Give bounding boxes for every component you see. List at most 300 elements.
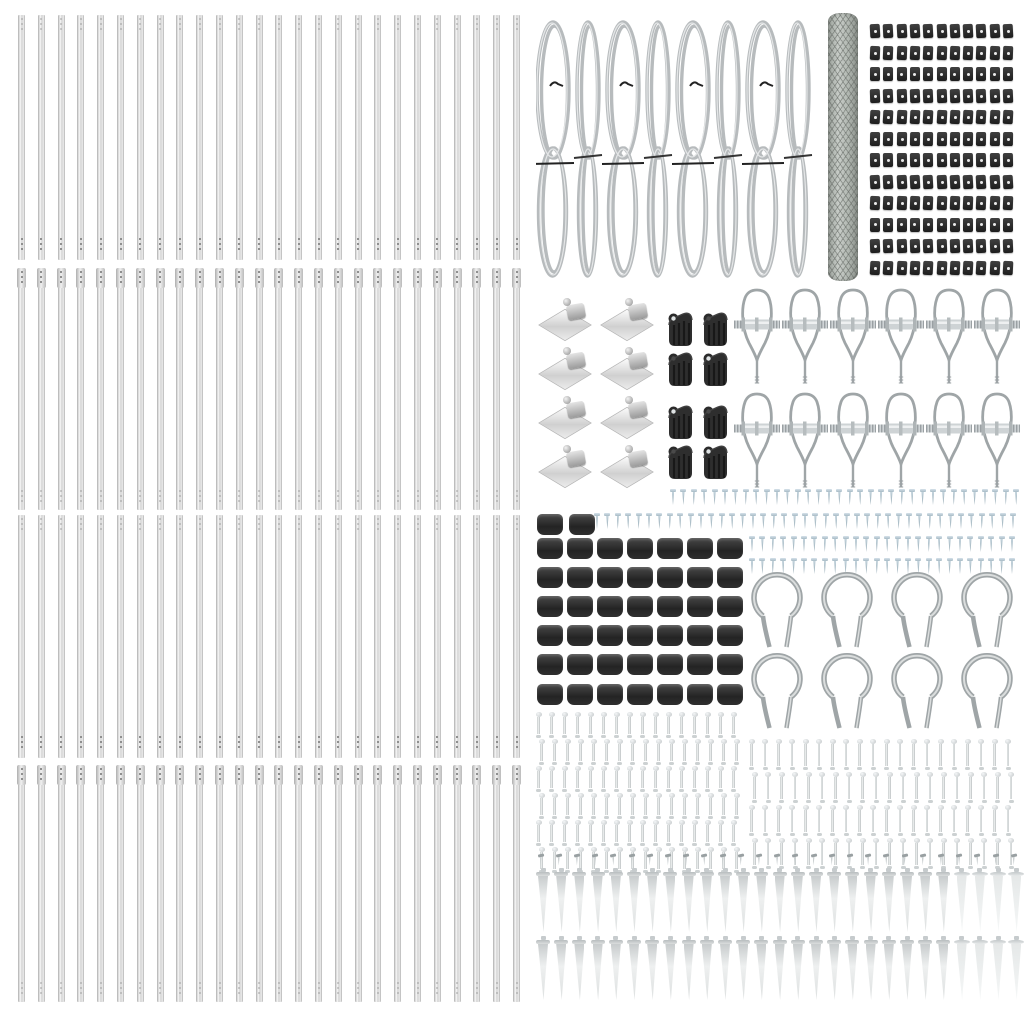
small-nail — [613, 712, 620, 738]
spike-screw — [846, 854, 853, 867]
large-nail — [829, 805, 836, 836]
ground-spike — [881, 936, 897, 1000]
spike-screw — [901, 854, 908, 867]
screw — [926, 536, 932, 553]
post-cap — [687, 596, 713, 617]
post-cap — [657, 654, 683, 675]
corner-connector — [701, 311, 729, 347]
fence-post — [58, 268, 65, 510]
fence-post — [493, 765, 500, 1002]
ground-spike — [772, 868, 788, 932]
screw — [791, 536, 797, 553]
fence-clip — [936, 260, 947, 275]
fence-post — [117, 15, 124, 260]
screw — [677, 513, 683, 530]
spike-screw — [592, 854, 599, 867]
screw — [1003, 489, 1009, 506]
large-nail — [991, 805, 998, 836]
small-nail — [704, 712, 711, 738]
spike-screw — [883, 854, 890, 867]
fence-clip — [896, 196, 906, 210]
ground-spike — [644, 936, 660, 1000]
fence-clip — [1003, 218, 1013, 232]
small-nail — [600, 766, 607, 792]
fence-clip — [870, 24, 881, 39]
wire-tensioner — [974, 287, 1020, 391]
screw — [878, 489, 884, 506]
spike-screw — [573, 854, 580, 867]
wire-tensioner — [878, 391, 924, 495]
wire-tensioner — [878, 287, 924, 391]
fence-clip — [896, 88, 906, 102]
wire-tensioner — [974, 391, 1020, 495]
fence-clip — [990, 153, 1000, 167]
small-nail — [613, 766, 620, 792]
large-nail — [870, 805, 877, 836]
screw — [982, 489, 988, 506]
large-nail — [792, 772, 799, 803]
spike-screw — [828, 854, 835, 867]
fence-clip — [923, 174, 934, 189]
fence-clip — [897, 67, 907, 81]
screw — [843, 536, 849, 553]
wire-tensioner — [734, 391, 780, 495]
large-nail — [910, 739, 917, 770]
fence-post — [315, 15, 322, 260]
corner-connector — [666, 351, 694, 387]
fence-post — [157, 765, 164, 1002]
fence-post — [256, 765, 263, 1002]
ground-spike — [863, 936, 879, 1000]
fence-clip — [976, 218, 986, 232]
fence-clip — [923, 260, 934, 275]
fence-clip — [910, 218, 920, 232]
screw — [988, 536, 994, 553]
fence-post — [196, 765, 203, 1002]
fence-clip — [989, 88, 999, 102]
fence-clip — [897, 218, 907, 232]
ground-spike — [590, 936, 606, 1000]
small-nail — [717, 820, 724, 846]
screw — [722, 489, 728, 506]
small-nail — [730, 712, 737, 738]
screw — [948, 513, 954, 530]
fence-clip — [883, 196, 893, 210]
fence-post — [394, 15, 401, 260]
spike-screw — [537, 854, 544, 867]
fence-post — [473, 15, 480, 260]
small-nail — [561, 712, 568, 738]
large-nail — [924, 739, 931, 770]
screw — [916, 513, 922, 530]
small-nail — [730, 766, 737, 792]
fence-clip — [870, 110, 881, 125]
ground-spike — [790, 936, 806, 1000]
fence-clip — [950, 239, 960, 253]
small-nail — [639, 820, 646, 846]
mounting-plate — [604, 299, 662, 345]
fence-clip — [950, 45, 960, 59]
fence-clip — [883, 218, 893, 232]
large-nail — [991, 739, 998, 770]
wire-tensioner — [782, 287, 828, 391]
post-cap — [537, 625, 563, 646]
fence-clip — [1003, 174, 1014, 189]
fence-post — [355, 15, 362, 260]
large-nail — [910, 805, 917, 836]
tension-wire-coils — [536, 14, 818, 286]
fence-post — [38, 515, 45, 758]
small-nail — [613, 820, 620, 846]
small-nail — [564, 739, 571, 765]
fence-post — [513, 515, 520, 758]
small-nail — [665, 766, 672, 792]
fence-clip — [910, 174, 921, 189]
fence-clip — [896, 260, 907, 275]
small-nail — [639, 712, 646, 738]
large-nail — [951, 805, 958, 836]
screw — [771, 513, 777, 530]
ground-spike — [881, 868, 897, 932]
spike-screw — [792, 854, 799, 867]
screw — [909, 489, 915, 506]
fence-clip — [923, 153, 933, 167]
small-nail — [691, 820, 698, 846]
fence-clip — [949, 174, 960, 189]
ground-spike — [571, 936, 587, 1000]
fence-clip — [896, 45, 906, 59]
screw — [625, 513, 631, 530]
screw — [930, 489, 936, 506]
fence-clip — [963, 174, 974, 189]
fence-clip — [910, 88, 920, 102]
fence-post — [454, 268, 461, 510]
fence-clip — [923, 45, 933, 59]
ground-spike — [553, 868, 569, 932]
pipe-clamp-hook — [886, 569, 948, 649]
ground-spike — [808, 936, 824, 1000]
mounting-plate — [542, 446, 600, 492]
mounting-plate — [604, 446, 662, 492]
ground-spike — [1008, 936, 1024, 1000]
fence-clip — [870, 45, 880, 59]
fence-post — [454, 515, 461, 758]
spike-screw — [610, 854, 617, 867]
screw — [899, 489, 905, 506]
fence-clip — [870, 218, 880, 232]
pipe-clamp-hook — [746, 569, 808, 649]
pipe-clamp-hook — [746, 650, 808, 730]
fence-clip — [936, 88, 946, 102]
small-nail — [587, 766, 594, 792]
fence-post — [256, 515, 263, 758]
post-cap — [717, 538, 743, 559]
large-nail — [819, 772, 826, 803]
post-cap — [537, 567, 563, 588]
fence-clip — [936, 153, 946, 167]
small-nail — [626, 766, 633, 792]
mounting-plate — [604, 397, 662, 443]
screw — [936, 536, 942, 553]
screw — [915, 536, 921, 553]
fence-clip — [883, 110, 894, 125]
small-nail — [668, 793, 675, 819]
fence-clip — [989, 110, 1000, 125]
ground-spike — [662, 868, 678, 932]
ground-spike — [972, 936, 988, 1000]
pipe-clamp-hook — [956, 569, 1018, 649]
large-nail — [978, 805, 985, 836]
screw — [836, 489, 842, 506]
ground-spike — [735, 936, 751, 1000]
fence-clip — [950, 67, 960, 81]
screw — [805, 489, 811, 506]
corner-connector — [666, 444, 694, 480]
fence-post — [77, 15, 84, 260]
fence-post — [295, 15, 302, 260]
ground-spike — [553, 936, 569, 1000]
fence-clip — [870, 196, 880, 210]
wire-tensioner — [830, 391, 876, 495]
fence-post — [434, 765, 441, 1002]
screw — [937, 513, 943, 530]
screw — [784, 489, 790, 506]
fence-clip — [923, 67, 933, 81]
fence-post — [315, 765, 322, 1002]
screw — [832, 536, 838, 553]
large-nail — [765, 838, 772, 869]
fence-post — [18, 15, 25, 260]
fence-clip — [896, 174, 907, 189]
fence-clip — [950, 218, 960, 232]
fence-clip — [936, 45, 946, 59]
screw — [698, 513, 704, 530]
small-nail — [691, 712, 698, 738]
fence-clip — [937, 218, 947, 232]
post-cap — [597, 625, 623, 646]
post-cap — [597, 654, 623, 675]
post-cap — [657, 567, 683, 588]
large-nail — [940, 772, 947, 803]
screw — [732, 489, 738, 506]
screw — [958, 513, 964, 530]
ground-spike — [826, 936, 842, 1000]
fence-post — [335, 765, 342, 1002]
screw — [826, 489, 832, 506]
post-cap — [657, 596, 683, 617]
small-nail — [551, 793, 558, 819]
large-nail — [937, 805, 944, 836]
small-nail — [733, 739, 740, 765]
large-nail — [978, 739, 985, 770]
fence-clip — [989, 45, 999, 59]
post-cap — [569, 514, 595, 535]
post-cap — [537, 684, 563, 705]
screw — [992, 489, 998, 506]
post-cap — [657, 625, 683, 646]
fence-clip — [883, 88, 893, 102]
post-cap — [597, 596, 623, 617]
screw — [896, 513, 902, 530]
small-nail — [704, 820, 711, 846]
screw — [868, 489, 874, 506]
small-nail — [564, 793, 571, 819]
fence-post — [77, 765, 84, 1002]
fence-post — [157, 515, 164, 758]
fence-clip — [870, 239, 880, 253]
fence-clip — [883, 153, 893, 167]
fence-post — [275, 268, 282, 510]
fence-clip — [963, 260, 974, 275]
screw — [863, 536, 869, 553]
fence-clip — [989, 24, 1000, 39]
fence-post — [513, 765, 520, 1002]
screw — [753, 489, 759, 506]
large-nail — [1005, 805, 1012, 836]
small-nail — [730, 820, 737, 846]
fence-post — [275, 515, 282, 758]
fence-clip — [949, 260, 960, 275]
ground-spike — [608, 868, 624, 932]
ground-spike — [972, 868, 988, 932]
fence-post — [275, 765, 282, 1002]
fence-clip — [949, 24, 960, 39]
screw — [680, 489, 686, 506]
fence-post — [374, 15, 381, 260]
fence-post — [355, 765, 362, 1002]
small-nail — [600, 820, 607, 846]
fence-clip — [950, 153, 960, 167]
post-cap — [717, 567, 743, 588]
fence-clip — [910, 131, 920, 145]
fence-post — [256, 268, 263, 510]
fence-clip — [1003, 239, 1013, 253]
fence-clip — [990, 131, 1000, 145]
ground-spike — [608, 936, 624, 1000]
fence-post — [414, 268, 421, 510]
screw — [927, 513, 933, 530]
fence-clip — [936, 131, 946, 145]
small-nail — [535, 766, 542, 792]
ground-spike — [699, 936, 715, 1000]
fence-post — [176, 765, 183, 1002]
large-nail — [805, 772, 812, 803]
small-nail — [642, 793, 649, 819]
fence-post — [414, 15, 421, 260]
screw — [979, 513, 985, 530]
fence-post — [454, 15, 461, 260]
fence-clip — [963, 67, 973, 81]
small-nail — [574, 712, 581, 738]
ground-spike — [626, 936, 642, 1000]
large-nail — [927, 838, 934, 869]
fence-clip — [1003, 24, 1014, 39]
small-nail — [548, 712, 555, 738]
fence-clip — [896, 153, 906, 167]
screw — [780, 536, 786, 553]
wire-tensioner — [782, 391, 828, 495]
fence-post — [176, 268, 183, 510]
small-nail — [678, 712, 685, 738]
small-nail — [720, 793, 727, 819]
post-cap — [627, 684, 653, 705]
ground-spike — [899, 936, 915, 1000]
small-nail — [704, 766, 711, 792]
screw — [615, 513, 621, 530]
screw — [999, 536, 1005, 553]
fence-post — [295, 268, 302, 510]
large-nail — [883, 739, 890, 770]
screw — [801, 536, 807, 553]
fence-post — [394, 515, 401, 758]
small-nail — [655, 739, 662, 765]
large-nail — [883, 805, 890, 836]
small-nail — [694, 793, 701, 819]
large-nail — [802, 805, 809, 836]
fence-clip — [1003, 153, 1013, 167]
small-nail — [691, 766, 698, 792]
large-nail — [981, 772, 988, 803]
large-nail — [802, 739, 809, 770]
fence-clip — [883, 131, 893, 145]
screw — [884, 536, 890, 553]
fence-clip — [910, 239, 920, 253]
fence-post — [137, 515, 144, 758]
small-nail — [616, 793, 623, 819]
fence-post — [196, 15, 203, 260]
small-nail — [603, 793, 610, 819]
fence-post — [77, 268, 84, 510]
fence-clip — [1003, 260, 1014, 275]
large-nail — [846, 772, 853, 803]
corner-connector — [666, 311, 694, 347]
small-nail — [720, 739, 727, 765]
post-cap — [717, 654, 743, 675]
fence-post — [216, 15, 223, 260]
large-nail — [964, 739, 971, 770]
fence-clip — [936, 110, 947, 125]
screw — [920, 489, 926, 506]
large-nail — [856, 805, 863, 836]
fence-clip — [883, 24, 894, 39]
fence-post — [374, 515, 381, 758]
large-nail — [913, 772, 920, 803]
ground-spike — [899, 868, 915, 932]
large-nail — [748, 739, 755, 770]
fence-post — [137, 765, 144, 1002]
screw — [833, 513, 839, 530]
fence-clip — [989, 174, 1000, 189]
screw — [1009, 536, 1015, 553]
screw — [802, 513, 808, 530]
fence-clip — [923, 110, 934, 125]
small-nail — [733, 793, 740, 819]
fence-post — [513, 268, 520, 510]
fence-post — [236, 15, 243, 260]
small-nail — [655, 793, 662, 819]
screw — [972, 489, 978, 506]
large-nail — [816, 739, 823, 770]
small-nail — [626, 820, 633, 846]
fence-clip — [936, 174, 947, 189]
large-nail — [981, 838, 988, 869]
large-nail — [1008, 772, 1015, 803]
small-nail — [629, 739, 636, 765]
fence-post — [38, 268, 45, 510]
screw — [895, 536, 901, 553]
small-nail — [652, 766, 659, 792]
post-cap — [537, 514, 563, 535]
